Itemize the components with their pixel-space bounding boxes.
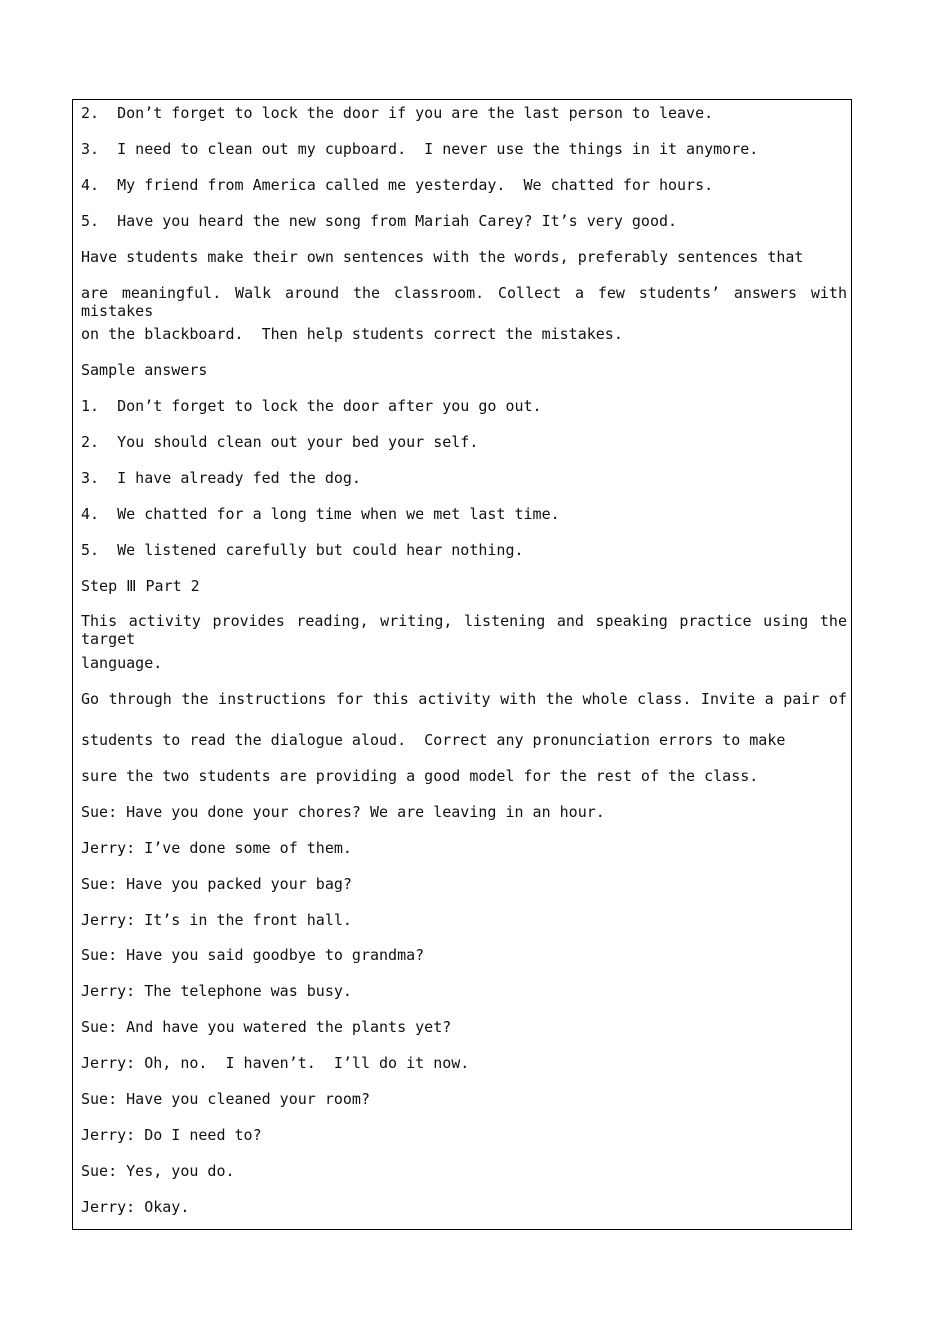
dialogue-line: Sue: And have you watered the plants yet? <box>81 1018 452 1036</box>
procedure-line-1: Go through the instructions for this activity with the whole class. Invite a pair of <box>81 690 847 708</box>
activity-description-line-1: This activity provides reading, writing, listening and speaking practice using the target <box>81 612 847 648</box>
sample-answer-2: 2. You should clean out your bed your self. <box>81 433 479 451</box>
dialogue-line: Jerry: I’ve done some of them. <box>81 839 352 857</box>
instruction-line-3: on the blackboard. Then help students correct the mistakes. <box>81 325 623 343</box>
sample-answer-1: 1. Don’t forget to lock the door after you go out. <box>81 397 542 415</box>
dialogue-line: Sue: Have you done your chores? We are leaving in an hour. <box>81 803 605 821</box>
activity-description-line-2: language. <box>81 654 163 672</box>
dialogue-line: Sue: Yes, you do. <box>81 1162 235 1180</box>
sentence-5: 5. Have you heard the new song from Mariah Carey? It’s very good. <box>81 212 678 230</box>
procedure-line-3: sure the two students are providing a good model for the rest of the class. <box>81 767 759 785</box>
sentence-2: 2. Don’t forget to lock the door if you are the last person to leave. <box>81 104 714 122</box>
sentence-3: 3. I need to clean out my cupboard. I never use the things in it anymore. <box>81 140 759 158</box>
dialogue-line: Jerry: Do I need to? <box>81 1126 262 1144</box>
sample-answers-heading: Sample answers <box>81 361 208 379</box>
sentence-4: 4. My friend from America called me yesterday. We chatted for hours. <box>81 176 714 194</box>
sample-answer-4: 4. We chatted for a long time when we met last time. <box>81 505 560 523</box>
dialogue-line: Jerry: Oh, no. I haven’t. I’ll do it now. <box>81 1054 470 1072</box>
procedure-line-2: students to read the dialogue aloud. Correct any pronunciation errors to make <box>81 731 786 749</box>
dialogue-line: Sue: Have you said goodbye to grandma? <box>81 946 425 964</box>
instruction-line-2: are meaningful. Walk around the classroom. Collect a few students’ answers with mistakes <box>81 284 847 320</box>
dialogue-line: Jerry: Okay. <box>81 1198 190 1216</box>
dialogue-line: Jerry: The telephone was busy. <box>81 982 352 1000</box>
dialogue-line: Sue: Have you cleaned your room? <box>81 1090 370 1108</box>
instruction-line-1: Have students make their own sentences with the words, preferably sentences that <box>81 248 804 266</box>
dialogue-line: Sue: Have you packed your bag? <box>81 875 352 893</box>
sample-answer-3: 3. I have already fed the dog. <box>81 469 361 487</box>
sample-answer-5: 5. We listened carefully but could hear nothing. <box>81 541 524 559</box>
dialogue-line: Jerry: It’s in the front hall. <box>81 911 352 929</box>
step-heading: Step Ⅲ Part 2 <box>81 577 200 595</box>
